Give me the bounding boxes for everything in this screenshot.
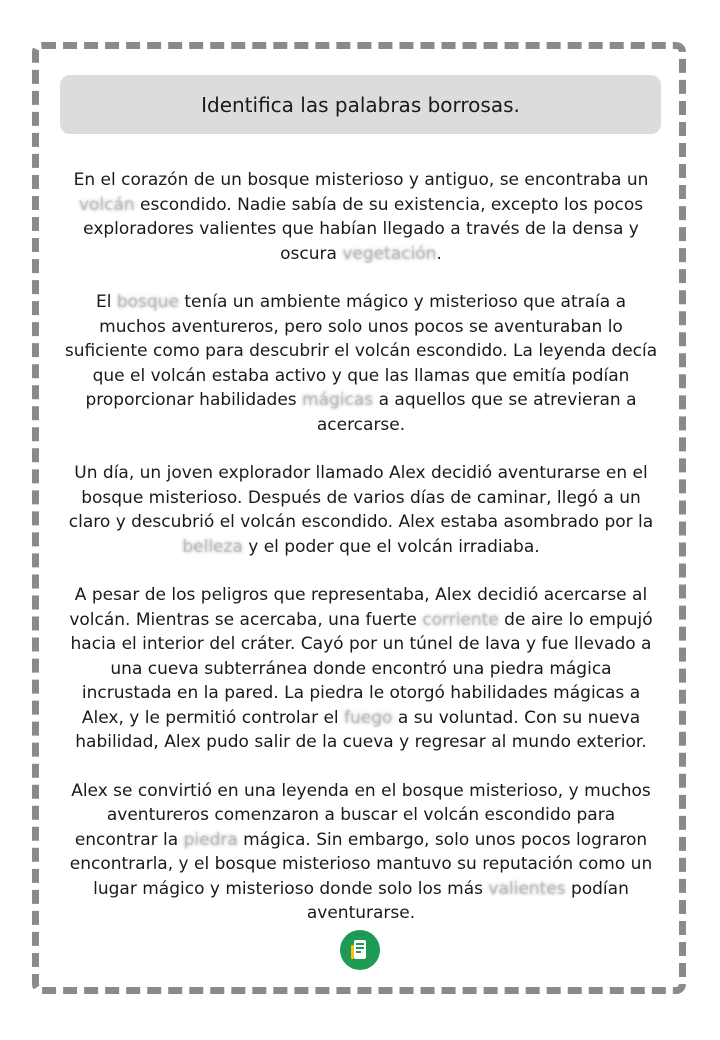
text-segment: Alex se convirtió en una leyenda en el bosque misterioso, y muchos aventureros comenzaron a buscar el volcán escondido para encontrar la [71,780,651,850]
blurred-word: bosque [116,292,179,312]
text-segment: Un día, un joven explorador llamado Alex decidió aventurarse en el bosque misterioso. Después de varios días de caminar, llegó a un claro y descubrió el volcán escondido. Alex estaba asombrado por la [68,463,654,532]
blurred-word: piedra [183,829,238,850]
blurred-word: valientes [488,878,566,899]
worksheet-logo-icon [340,930,380,970]
blurred-word: volcán [78,194,135,215]
text-segment: El [95,292,117,312]
blurred-word: fuego [344,707,393,728]
blurred-word: belleza [182,536,243,557]
story-paragraph [64,461,658,559]
text-segment: . [436,243,442,264]
text-segment: En el corazón de un bosque misterioso y antiguo, se encontraba un [73,170,649,190]
worksheet-title: Identifica las palabras borrosas. [201,92,520,117]
blurred-word: corriente [422,609,499,630]
text-segment: escondido. Nadie sabía de su existencia, excepto los pocos exploradores valientes que habían llegado a través de la densa y oscura [83,194,644,264]
story-paragraph [64,168,658,266]
story-paragraph [64,290,658,437]
story-text [64,168,658,950]
text-segment: tenía un ambiente mágico y misterioso que atraía a muchos aventureros, pero solo unos pocos se aventuraban lo suficiente como para descubrir el volcán escondido. La leyenda decía que el volcán estaba activo y que las llamas que emitía podían proporcionar habilidades [64,292,658,410]
text-segment: a aquellos que se atrevieran a acercarse. [316,390,637,435]
text-segment: podían aventurarse. [306,878,629,923]
text-segment: y el poder que el volcán irradiaba. [242,536,540,557]
title-banner [60,75,661,134]
logo-glyph-icon [347,937,373,963]
text-segment: A pesar de los peligros que representaba, Alex decidió acercarse al volcán. Mientras se acercaba, una fuerte [69,585,648,630]
text-segment: de aire lo empujó hacia el interior del cráter. Cayó por un túnel de lava y fue llevado a una cueva subterránea donde encontró una piedra mágica incrustada en la pared. La piedra le otorgó habilidades mágicas a Alex, y le permitió controlar el [70,609,653,728]
text-segment: a su voluntad. Con su nueva habilidad, Alex pudo salir de la cueva y regresar al mundo exterior. [75,707,647,752]
story-paragraph [64,583,658,755]
story-paragraph [64,779,658,926]
blurred-word: vegetación [342,243,437,264]
blurred-word: mágicas [302,390,374,410]
text-segment: mágica. Sin embargo, solo unos pocos lograron encontrarla, y el bosque misterioso mantuvo su reputación como un lugar mágico y misterioso donde solo los más [69,829,653,899]
